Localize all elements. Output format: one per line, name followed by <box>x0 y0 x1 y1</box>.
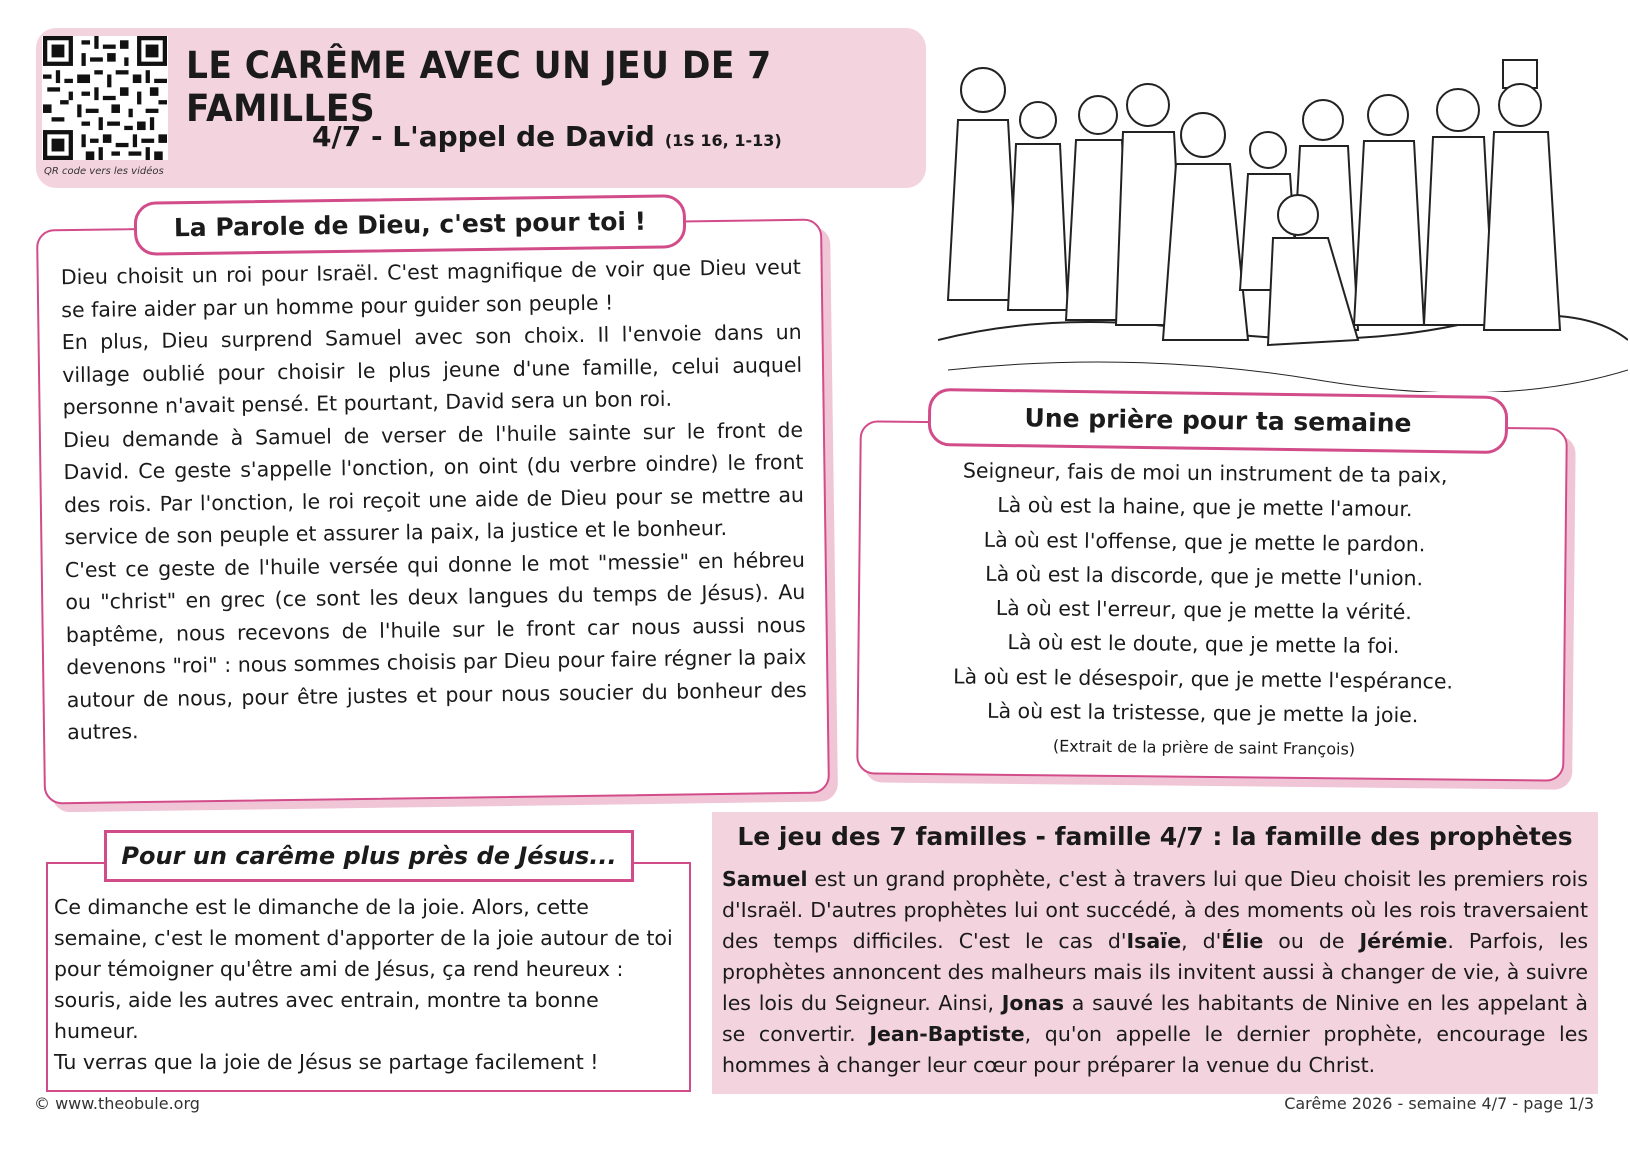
prayer-line: Là où est la tristesse, que je mette la joie. <box>986 698 1419 728</box>
prayer-source: (Extrait de la prière de saint François) <box>1052 736 1356 759</box>
paragraph: Dieu demande à Samuel de verser de l'huile sainte sur le front de David. Ce geste s'appelle l'onction, on oint (du verbre oindre) le front des rois. Par l'onction, le roi reçoit une aide de Dieu pour se mettre au service de son peuple et assurer la paix, la justice et le bonheur. <box>62 417 805 550</box>
prayer-line: Là où est l'offense, que je mette le pardon. <box>983 527 1426 556</box>
prayer-line: Là où est le désespoir, que je mette l'espérance. <box>953 664 1454 694</box>
qr-caption: QR code vers les vidéos <box>44 166 164 177</box>
family-heading: Le jeu des 7 familles - famille 4/7 : la famille des prophètes <box>737 822 1573 851</box>
paragraph: C'est ce geste de l'huile versée qui donne le mot "messie" en hébreu ou "christ" en grec (ce sont les deux langues du temps de Jésus). Au baptême, nous recevons de l'huile sur le front car nous aussi nous devenons "roi" : nous sommes choisis par Dieu pour faire régner la paix autour de nous, pour être justes et pour nous soucier du bonheur des autres. <box>64 547 807 745</box>
paragraph: En plus, Dieu surprend Samuel avec son choix. Il l'envoie dans un village oublié pour choisir le plus jeune d'une famille, celui auquel personne n'avait pensé. Et pourtant, David sera un bon roi. <box>61 319 803 420</box>
text-segment: est un grand prophète, c'est à travers lui que Dieu choisit les premiers rois d'Israël. D'autres prophètes lui ont succédé, à des moments où les rois traversaient des temps difficiles. C'est le cas d' <box>722 867 1588 953</box>
text-segment: a sauvé les habitants de Ninive en les appelant à se convertir. <box>722 991 1588 1046</box>
prayer-heading: Une prière pour ta semaine <box>928 388 1509 454</box>
subtitle-text: 4/7 - L'appel de David <box>312 120 655 153</box>
prophet-name: Jonas <box>1001 991 1065 1015</box>
bible-reference: (1S 16, 1-13) <box>664 131 782 150</box>
prophet-name: Élie <box>1221 929 1264 953</box>
prayer-line: Là où est l'erreur, que je mette la vérité. <box>995 596 1412 625</box>
prophet-name: Isaïe <box>1126 929 1182 953</box>
footer-website[interactable]: © www.theobule.org <box>34 1094 200 1113</box>
prophet-name: Samuel <box>722 867 808 891</box>
lent-text <box>54 892 684 1078</box>
text-segment: , d' <box>1181 929 1222 953</box>
footer-page-info: Carême 2026 - semaine 4/7 - page 1/3 <box>1284 1094 1594 1113</box>
paragraph: Dieu choisit un roi pour Israël. C'est magnifique de voir que Dieu veut se faire aider par un homme pour guider son peuple ! <box>60 254 801 322</box>
text-segment: , qu'on appelle le dernier prophète, encourage les hommes à changer leur cœur pour préparer la venue du Christ. <box>722 1022 1588 1077</box>
text-segment: . Parfois, les prophètes annoncent des malheurs mais ils invitent aussi à changer de vie, à suivre les lois du Seigneur. Ainsi, <box>722 929 1588 1015</box>
lent-heading: Pour un carême plus près de Jésus... <box>104 830 634 882</box>
figure-1 <box>948 68 1018 300</box>
paragraph: Ce dimanche est le dimanche de la joie. Alors, cette semaine, c'est le moment d'apporter de la joie autour de toi pour témoigner qu'être ami de Jésus, ça rend heureux : souris, aide les autres avec entrain, montre ta bonne humeur. <box>54 895 673 1043</box>
text-segment: ou de <box>1263 929 1360 953</box>
prayer-line: Là où est la discorde, que je mette l'union. <box>985 561 1424 591</box>
word-of-god-heading: La Parole de Dieu, c'est pour toi ! <box>134 194 687 256</box>
prophet-name: Jérémie <box>1359 929 1448 953</box>
prayer-text <box>879 453 1530 734</box>
prophet-name: Jean-Baptiste <box>869 1022 1025 1046</box>
qr-code-icon[interactable] <box>42 36 168 160</box>
word-of-god-text <box>61 251 808 749</box>
page-title: LE CARÊME AVEC UN JEU DE 7 FAMILLES <box>186 44 772 130</box>
paragraph: Tu verras que la joie de Jésus se partage facilement ! <box>54 1050 599 1074</box>
page-subtitle <box>312 120 912 153</box>
family-text <box>722 864 1588 1081</box>
prayer-line: Là où est la haine, que je mette l'amour. <box>997 493 1413 522</box>
prayer-line: Là où est le doute, que je mette la foi. <box>1007 630 1400 659</box>
prophet-anointing-illustration <box>938 40 1628 392</box>
prayer-line: Seigneur, fais de moi un instrument de ta paix, <box>962 458 1448 488</box>
